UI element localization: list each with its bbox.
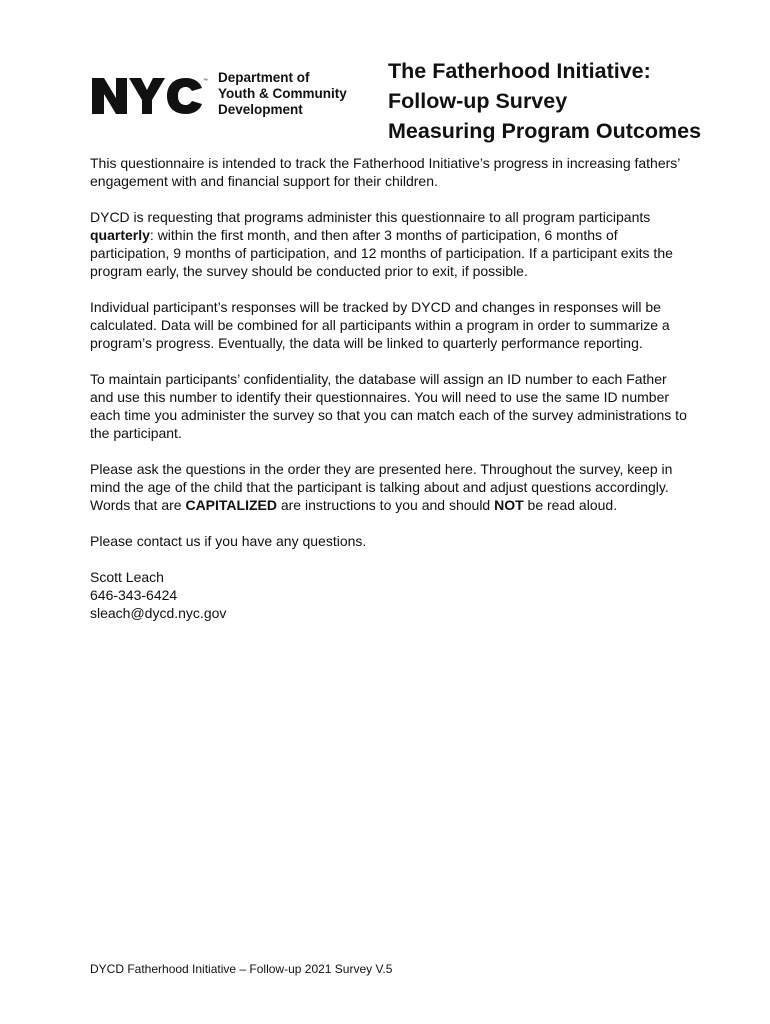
title-line: The Fatherhood Initiative: <box>388 59 651 83</box>
emphasis-not: NOT <box>494 497 524 513</box>
logo-line: Development <box>218 102 303 117</box>
logo-agency-name <box>218 70 347 118</box>
contact-email[interactable]: sleach@dycd.nyc.gov <box>90 605 227 621</box>
logo-line: Department of <box>218 70 310 85</box>
contact-phone: 646-343-6424 <box>90 587 178 603</box>
svg-text:™: ™ <box>203 78 208 84</box>
logo-line: Youth & Community <box>218 86 347 101</box>
contact-block <box>90 568 690 622</box>
dycd-logo <box>90 70 360 122</box>
contact-name: Scott Leach <box>90 569 164 585</box>
nyc-logo-icon <box>90 74 210 118</box>
paragraph-contact-prompt: Please contact us if you have any questions. <box>90 533 367 549</box>
paragraph-schedule: DYCD is requesting that programs administer this questionnaire to all program participants quarterly: within the first month, and then after 3 months of participation, 6 months of participation, 9 months of participation, and 12 months of participation. If a participant exits the program early, the survey should be conducted prior to exit, if possible. <box>90 209 673 279</box>
page-footer: DYCD Fatherhood Initiative – Follow-up 2021 Survey V.5 <box>90 962 393 976</box>
document-title <box>388 56 701 146</box>
emphasis-quarterly: quarterly <box>90 227 150 243</box>
paragraph-purpose: This questionnaire is intended to track the Fatherhood Initiative’s progress in increasing fathers’ engagement with and financial support for their children. <box>90 155 680 189</box>
paragraph-confidentiality: To maintain participants’ confidentiality, the database will assign an ID number to each Father and use this number to identify their questionnaires. You will need to use the same ID number each time you administer the survey so that you can match each of the survey administrations to the participant. <box>90 371 687 441</box>
title-line: Measuring Program Outcomes <box>388 119 702 143</box>
title-line: Follow-up Survey <box>388 89 568 113</box>
paragraph-tracking: Individual participant’s responses will be tracked by DYCD and changes in responses will be calculated. Data will be combined for all participants within a program in order to summarize a program’s progress. Eventually, the data will be linked to quarterly performance reporting. <box>90 299 670 351</box>
document-body <box>90 154 690 622</box>
paragraph-instructions: Please ask the questions in the order they are presented here. Throughout the survey, keep in mind the age of the child that the participant is talking about and adjust questions accordingly. Words that are CAPITALIZED are instructions to you and should NOT be read aloud. <box>90 461 673 513</box>
emphasis-capitalized: CAPITALIZED <box>185 497 277 513</box>
